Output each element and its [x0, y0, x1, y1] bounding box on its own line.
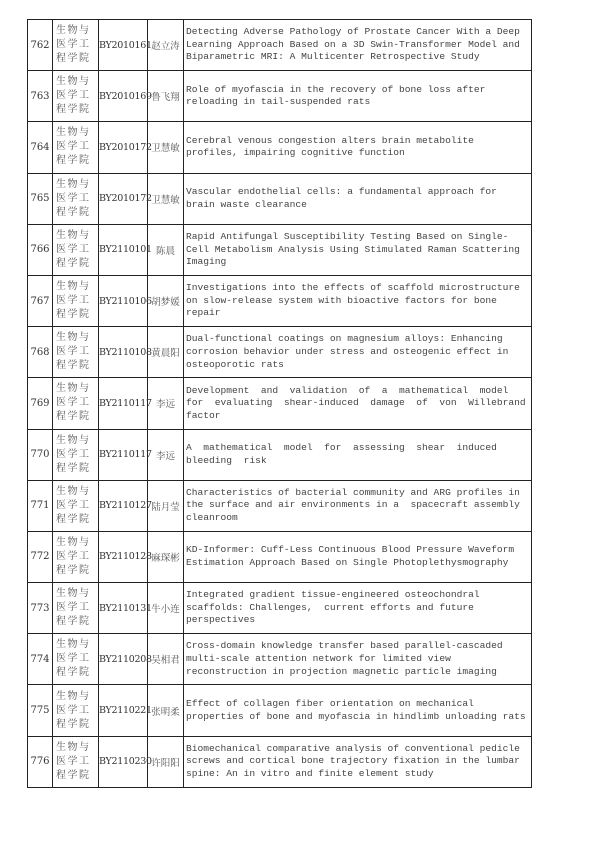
- table-row: [28, 327, 532, 378]
- paper-title: Cross-domain knowledge transfer based parallel-cascaded multi-scale attention network for limited view reconstruction in projection magnetic particle imaging: [184, 634, 532, 685]
- row-number: 772: [28, 531, 53, 582]
- table-row: [28, 429, 532, 480]
- department-line: 程学院: [56, 360, 91, 372]
- row-number: 762: [28, 20, 53, 71]
- department-cell: [53, 480, 99, 531]
- department-line: 医学工: [56, 295, 91, 307]
- department-line: 生物与: [56, 588, 91, 600]
- department-line: 生物与: [56, 281, 91, 293]
- department-line: 程学院: [56, 718, 91, 730]
- row-number: 774: [28, 634, 53, 685]
- department-cell: [53, 531, 99, 582]
- department-line: 生物与: [56, 76, 91, 88]
- department-cell: [53, 583, 99, 634]
- department-line: 程学院: [56, 309, 91, 321]
- table-row: [28, 224, 532, 275]
- student-id: BY2110127: [99, 480, 148, 531]
- department-line: 生物与: [56, 690, 91, 702]
- table-row: [28, 685, 532, 736]
- department-cell: [53, 71, 99, 122]
- department-cell: [53, 685, 99, 736]
- table-row: [28, 531, 532, 582]
- department-line: 医学工: [56, 39, 91, 51]
- paper-title: Vascular endothelial cells: a fundamental approach for brain waste clearance: [184, 173, 532, 224]
- row-number: 764: [28, 122, 53, 173]
- student-id: BY2110230: [99, 736, 148, 787]
- row-number: 767: [28, 275, 53, 326]
- table-row: [28, 634, 532, 685]
- student-id: BY2110117: [99, 429, 148, 480]
- department-cell: [53, 327, 99, 378]
- department-line: 医学工: [56, 499, 91, 511]
- department-line: 生物与: [56, 229, 91, 241]
- student-id: BY2110108: [99, 327, 148, 378]
- student-id: BY2110221: [99, 685, 148, 736]
- department-line: 程学院: [56, 769, 91, 781]
- student-id: BY2110131: [99, 583, 148, 634]
- department-cell: [53, 429, 99, 480]
- student-name: 吴相君: [148, 634, 184, 685]
- student-id: BY2110106: [99, 275, 148, 326]
- paper-title: A mathematical model for assessing shear induced bleeding risk: [184, 429, 532, 480]
- department-line: 生物与: [56, 383, 91, 395]
- paper-title: Development and validation of a mathematical model for evaluating shear-induced damage of von Willebrand factor: [184, 378, 532, 429]
- row-number: 766: [28, 224, 53, 275]
- student-name: 牛小连: [148, 583, 184, 634]
- paper-title: Role of myofascia in the recovery of bone loss after reloading in tail-suspended rats: [184, 71, 532, 122]
- department-line: 程学院: [56, 53, 91, 65]
- student-name: 卫慧敏: [148, 122, 184, 173]
- row-number: 768: [28, 327, 53, 378]
- row-number: 773: [28, 583, 53, 634]
- student-id: BY2110117: [99, 378, 148, 429]
- student-name: 鲁飞翔: [148, 71, 184, 122]
- department-line: 生物与: [56, 434, 91, 446]
- department-line: 程学院: [56, 411, 91, 423]
- student-id: BY2110101: [99, 224, 148, 275]
- table-row: [28, 275, 532, 326]
- department-cell: [53, 736, 99, 787]
- department-cell: [53, 634, 99, 685]
- department-line: 医学工: [56, 448, 91, 460]
- row-number: 763: [28, 71, 53, 122]
- department-cell: [53, 224, 99, 275]
- table-row: [28, 480, 532, 531]
- table-row: [28, 583, 532, 634]
- department-line: 程学院: [56, 206, 91, 218]
- department-line: 生物与: [56, 178, 91, 190]
- student-name: 李远: [148, 429, 184, 480]
- student-id: BY2010172: [99, 122, 148, 173]
- department-line: 生物与: [56, 639, 91, 651]
- department-line: 医学工: [56, 397, 91, 409]
- row-number: 771: [28, 480, 53, 531]
- student-id: BY2110128: [99, 531, 148, 582]
- department-line: 医学工: [56, 243, 91, 255]
- department-line: 医学工: [56, 141, 91, 153]
- department-cell: [53, 20, 99, 71]
- department-line: 医学工: [56, 192, 91, 204]
- student-name: 黄晨阳: [148, 327, 184, 378]
- paper-title: Rapid Antifungal Susceptibility Testing Based on Single-Cell Metabolism Analysis Using Stimulated Raman Scattering Imaging: [184, 224, 532, 275]
- department-line: 医学工: [56, 550, 91, 562]
- student-name: 赵立涛: [148, 20, 184, 71]
- department-line: 生物与: [56, 332, 91, 344]
- student-name: 卫慧敏: [148, 173, 184, 224]
- department-cell: [53, 275, 99, 326]
- department-line: 生物与: [56, 25, 91, 37]
- department-line: 生物与: [56, 485, 91, 497]
- table-row: [28, 122, 532, 173]
- department-line: 程学院: [56, 667, 91, 679]
- row-number: 770: [28, 429, 53, 480]
- department-line: 程学院: [56, 564, 91, 576]
- department-line: 医学工: [56, 346, 91, 358]
- paper-title: KD-Informer: Cuff-Less Continuous Blood Pressure Waveform Estimation Approach Based on Single Photoplethysmography: [184, 531, 532, 582]
- table-body: [28, 20, 538, 788]
- department-line: 医学工: [56, 704, 91, 716]
- student-name: 李远: [148, 378, 184, 429]
- row-number: 776: [28, 736, 53, 787]
- paper-title: Dual-functional coatings on magnesium alloys: Enhancing corrosion behavior under stress and osteogenic effect in osteoporotic rats: [184, 327, 532, 378]
- student-id: BY2010172: [99, 173, 148, 224]
- department-line: 生物与: [56, 741, 91, 753]
- row-number: 765: [28, 173, 53, 224]
- department-line: 程学院: [56, 257, 91, 269]
- department-line: 程学院: [56, 155, 91, 167]
- department-line: 医学工: [56, 755, 91, 767]
- department-line: 生物与: [56, 536, 91, 548]
- table-row: [28, 71, 532, 122]
- department-line: 医学工: [56, 653, 91, 665]
- department-cell: [53, 378, 99, 429]
- student-name: 胡梦媛: [148, 275, 184, 326]
- paper-title: Biomechanical comparative analysis of conventional pedicle screws and cortical bone trajectory fixation in the lumbar spine: An in vitro and finite element study: [184, 736, 532, 787]
- paper-title: Integrated gradient tissue-engineered osteochondral scaffolds: Challenges, current efforts and future perspectives: [184, 583, 532, 634]
- student-id: BY2010161: [99, 20, 148, 71]
- paper-title: Cerebral venous congestion alters brain metabolite profiles, impairing cognitive function: [184, 122, 532, 173]
- table-row: [28, 736, 532, 787]
- row-number: 775: [28, 685, 53, 736]
- student-id: BY2010169: [99, 71, 148, 122]
- department-line: 生物与: [56, 127, 91, 139]
- student-name: 许阳阳: [148, 736, 184, 787]
- department-cell: [53, 122, 99, 173]
- department-line: 医学工: [56, 602, 91, 614]
- paper-title: Detecting Adverse Pathology of Prostate Cancer With a Deep Learning Approach Based on a 3D Swin-Transformer Model and Biparametric MRI: A Multicenter Retrospective Study: [184, 20, 532, 71]
- department-line: 程学院: [56, 462, 91, 474]
- student-name: 张明柔: [148, 685, 184, 736]
- department-line: 医学工: [56, 90, 91, 102]
- paper-title: Characteristics of bacterial community and ARG profiles in the surface and air environments in a spacecraft assembly cleanroom: [184, 480, 532, 531]
- department-line: 程学院: [56, 104, 91, 116]
- paper-title: Investigations into the effects of scaffold microstructure on slow-release system with bioactive factors for bone repair: [184, 275, 532, 326]
- paper-title: Effect of collagen fiber orientation on mechanical properties of bone and myofascia in hindlimb unloading rats: [184, 685, 532, 736]
- department-cell: [53, 173, 99, 224]
- table-row: [28, 378, 532, 429]
- table-row: [28, 20, 532, 71]
- student-name: 陈晨: [148, 224, 184, 275]
- row-number: 769: [28, 378, 53, 429]
- student-name: 麻琛彬: [148, 531, 184, 582]
- publication-table: [27, 19, 538, 788]
- student-name: 陆月莹: [148, 480, 184, 531]
- table-row: [28, 173, 532, 224]
- student-id: BY2110208: [99, 634, 148, 685]
- department-line: 程学院: [56, 616, 91, 628]
- department-line: 程学院: [56, 513, 91, 525]
